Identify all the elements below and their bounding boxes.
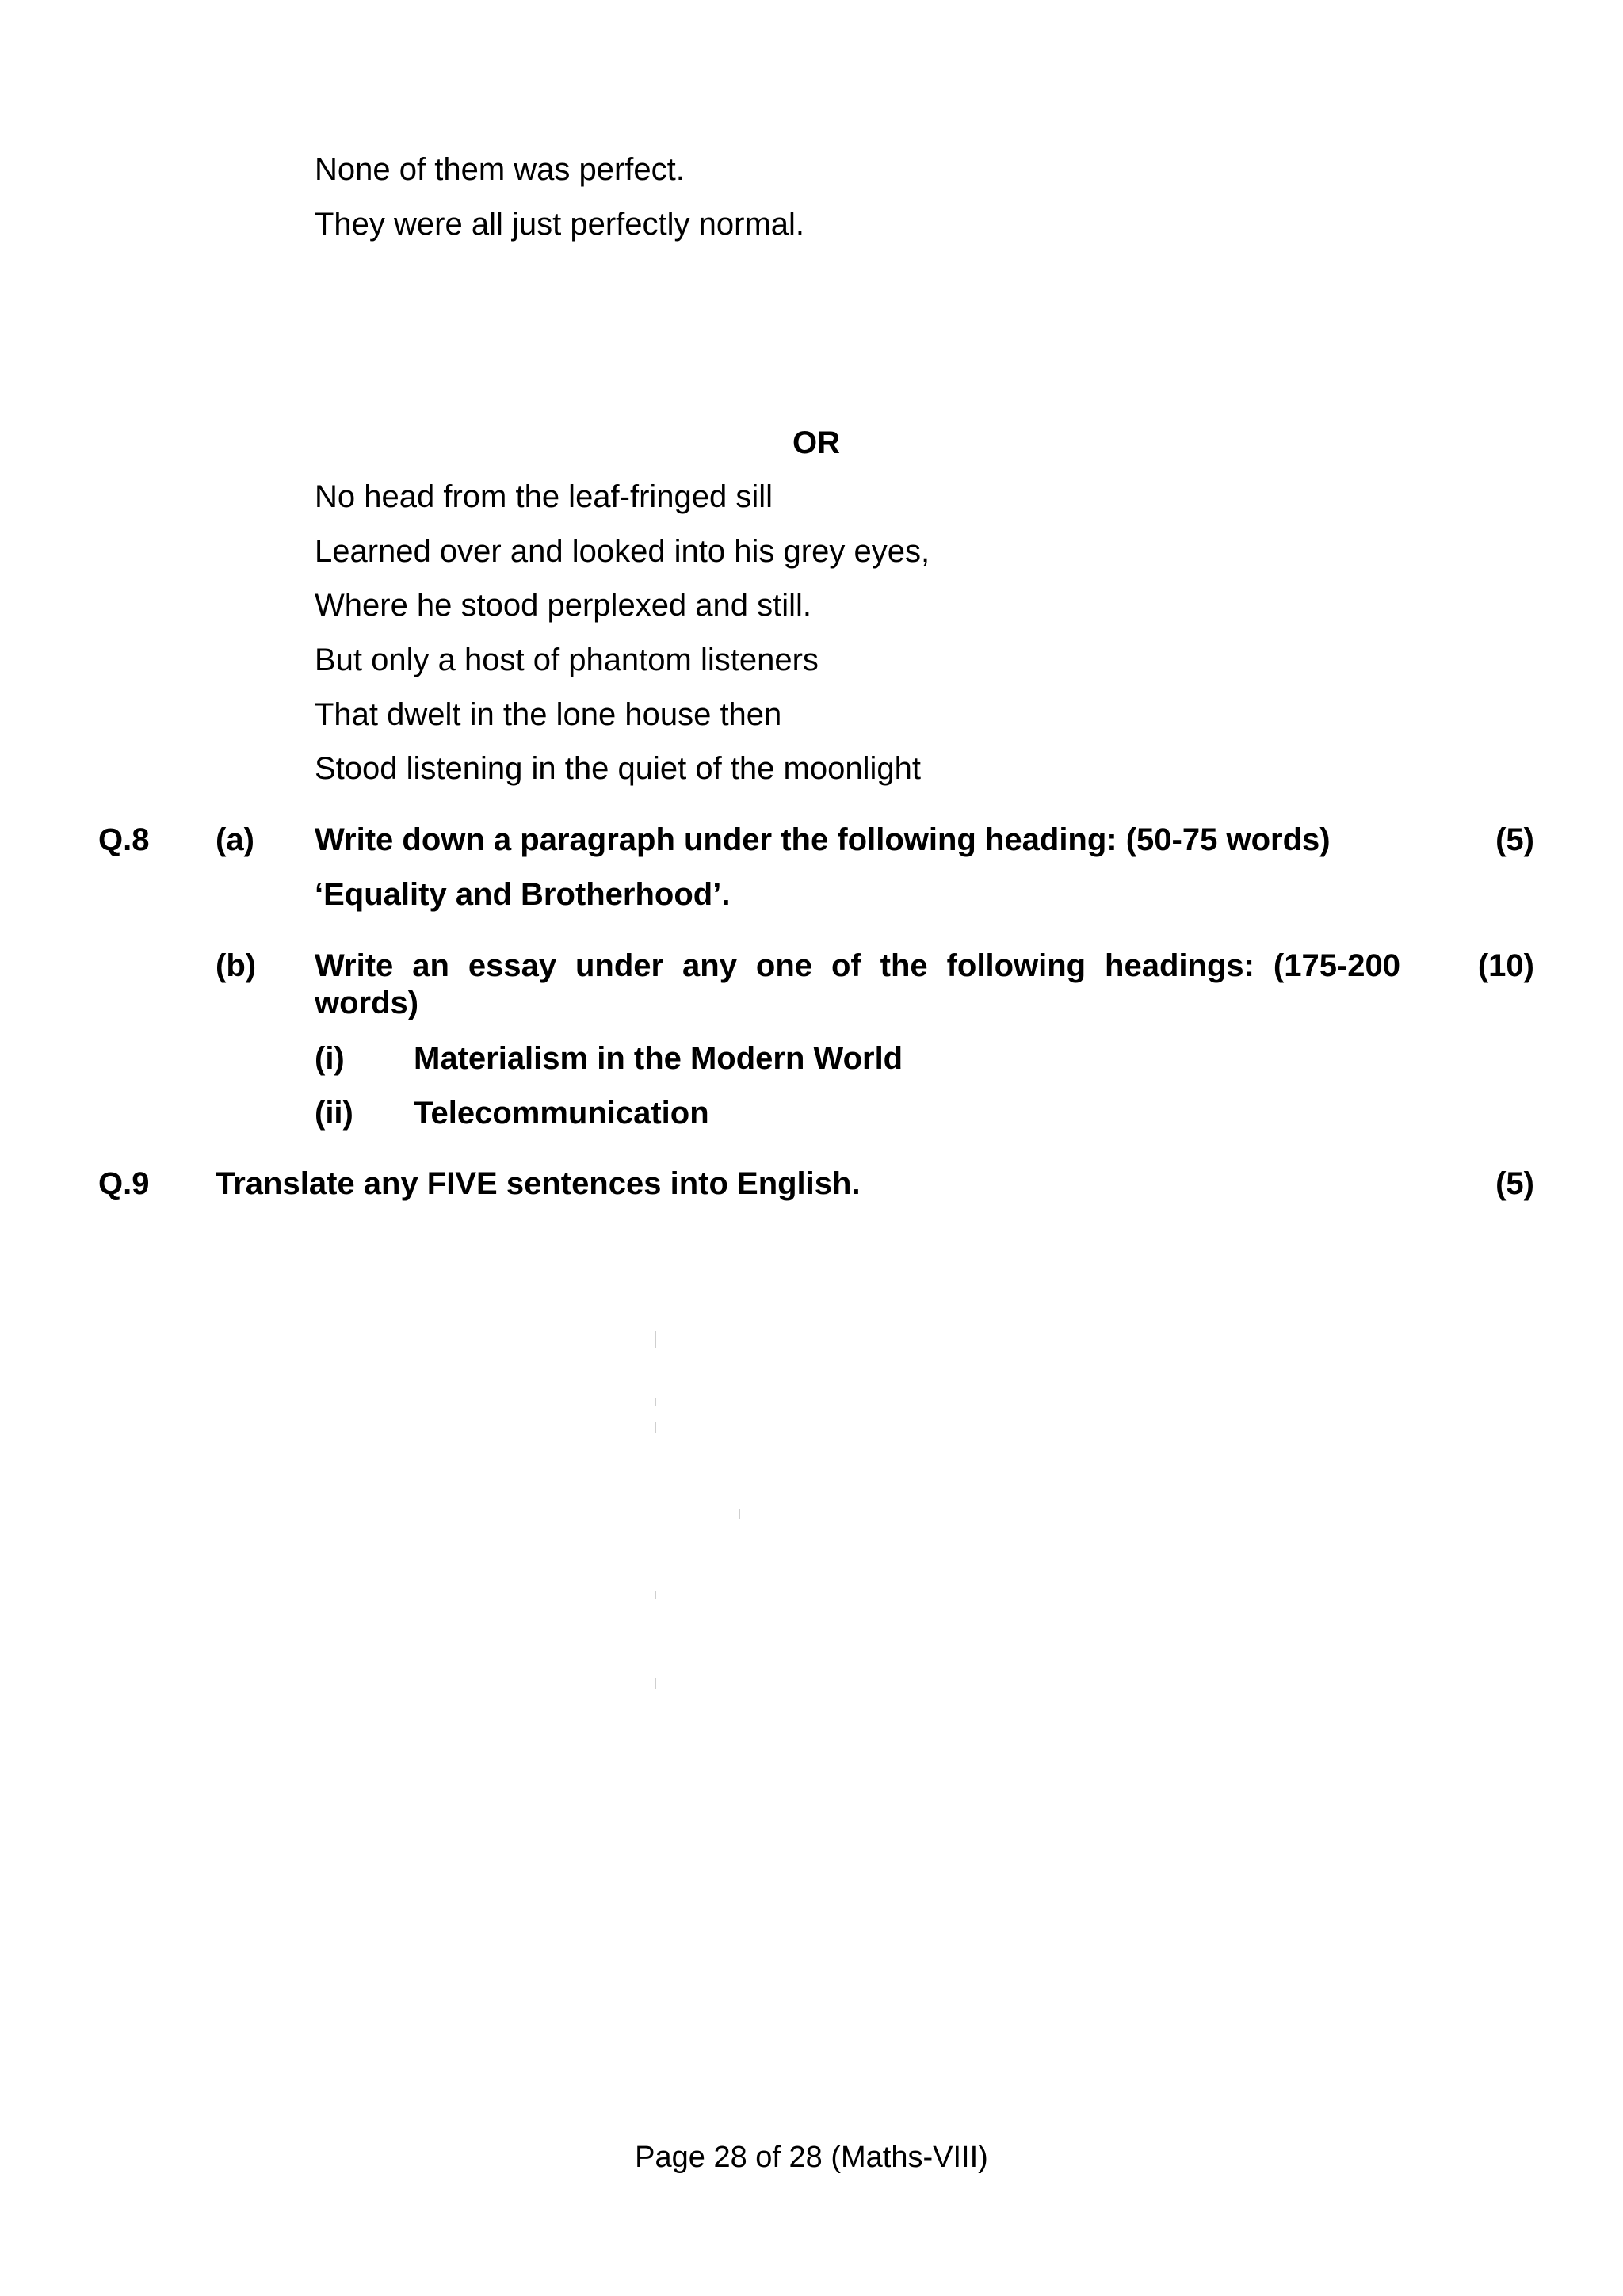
or-separator: OR (792, 425, 840, 460)
scan-speck (655, 1678, 656, 1689)
marks: (10) (1477, 948, 1534, 983)
question-text-continued: words) (315, 986, 419, 1020)
scan-speck (655, 1422, 656, 1433)
poem-line: No head from the leaf-fringed sill (315, 479, 773, 514)
poem-line: None of them was perfect. (315, 152, 685, 187)
option-label: (ii) (315, 1096, 353, 1131)
scan-speck (739, 1509, 740, 1519)
poem-line: Learned over and looked into his grey eyes, (315, 534, 930, 569)
scan-speck (655, 1591, 656, 1599)
essay-heading: ‘Equality and Brotherhood’. (315, 877, 731, 912)
sub-question-label: (b) (216, 948, 257, 983)
marks: (5) (1495, 822, 1534, 857)
poem-line: But only a host of phantom listeners (315, 643, 819, 677)
poem-line: That dwelt in the lone house then (315, 697, 782, 732)
poem-line: Where he stood perplexed and still. (315, 588, 812, 623)
question-number: Q.9 (98, 1166, 150, 1201)
option-text: Materialism in the Modern World (414, 1041, 903, 1076)
poem-line: Stood listening in the quiet of the moonlight (315, 751, 921, 786)
page-footer: Page 28 of 28 (Maths-VIII) (635, 2141, 988, 2174)
poem-line: They were all just perfectly normal. (315, 207, 805, 242)
option-text: Telecommunication (414, 1096, 709, 1131)
question-text: Write down a paragraph under the following heading: (50-75 words) (315, 822, 1331, 857)
sub-question-label: (a) (216, 822, 254, 857)
option-label: (i) (315, 1041, 345, 1076)
scan-speck (655, 1398, 656, 1406)
question-text: Translate any FIVE sentences into English. (216, 1166, 861, 1201)
question-number: Q.8 (98, 822, 150, 857)
question-text: Write an essay under any one of the following headings: (175-200 (315, 948, 1400, 983)
scan-speck (655, 1331, 656, 1348)
marks: (5) (1495, 1166, 1534, 1201)
